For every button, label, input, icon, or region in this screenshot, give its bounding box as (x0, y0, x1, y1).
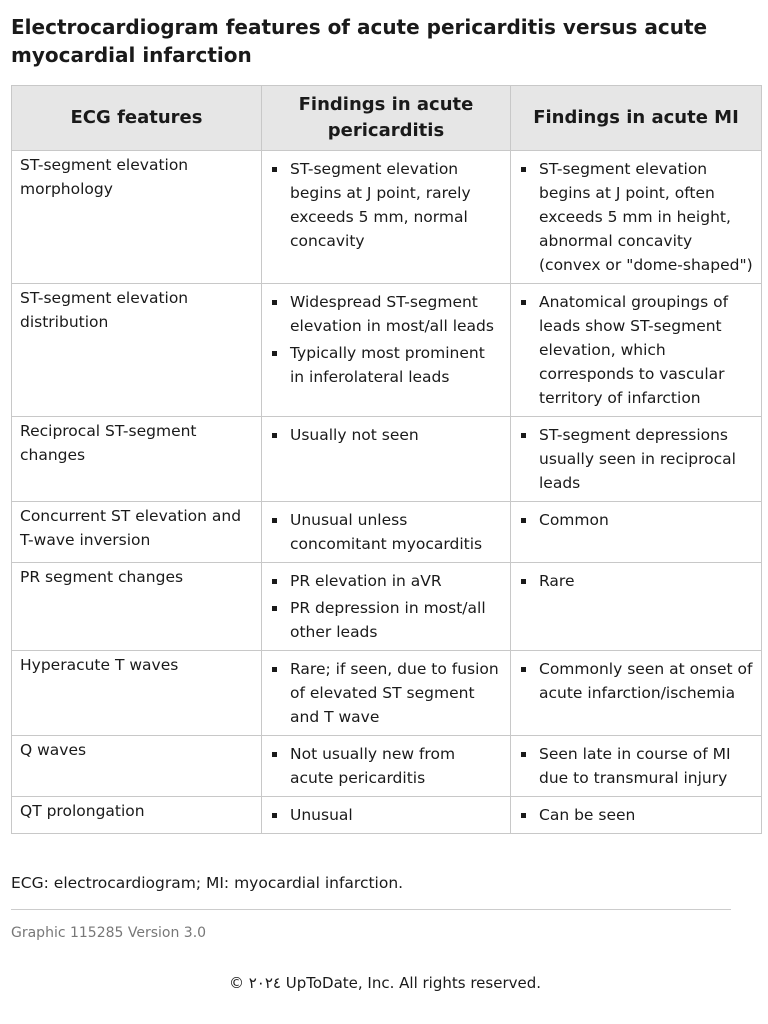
finding-list (519, 803, 753, 827)
copyright-notice: © ٢٠٢٤ UpToDate, Inc. All rights reserved. (228, 974, 542, 992)
divider (11, 909, 731, 910)
finding-list (519, 157, 753, 277)
finding-list (519, 423, 753, 495)
pericarditis-finding-cell (262, 151, 511, 284)
finding-list-item: Rare; if seen, due to fusion of elevated ST segment and T wave (270, 657, 502, 729)
header-ecg-features: ECG features (12, 86, 262, 151)
header-mi-findings: Findings in acute MI (511, 86, 762, 151)
table-row (12, 502, 762, 563)
mi-finding-cell (511, 284, 762, 417)
finding-list-item: Widespread ST-segment elevation in most/all leads (270, 290, 502, 338)
page-title: Electrocardiogram features of acute pericarditis versus acute myocardial infarction (11, 15, 708, 67)
pericarditis-finding-cell (262, 736, 511, 797)
pericarditis-finding-cell (262, 284, 511, 417)
abbreviation-footnote: ECG: electrocardiogram; MI: myocardial infarction. (11, 874, 404, 892)
finding-list-item: Typically most prominent in inferolateral leads (270, 341, 502, 389)
mi-finding-cell (511, 563, 762, 651)
finding-list-item: Can be seen (519, 803, 753, 827)
pericarditis-finding-cell (262, 651, 511, 736)
mi-finding-cell (511, 736, 762, 797)
table-row (12, 797, 762, 834)
mi-finding-cell (511, 651, 762, 736)
table-body (12, 151, 762, 834)
finding-list (519, 508, 753, 532)
finding-list-item: Seen late in course of MI due to transmural injury (519, 742, 753, 790)
finding-list (270, 657, 502, 729)
ecg-comparison-table (11, 85, 762, 834)
finding-list (270, 508, 502, 556)
table-row (12, 563, 762, 651)
table-header-row (12, 86, 762, 151)
ecg-feature-cell: Q waves (12, 736, 262, 797)
finding-list-item: ST-segment depressions usually seen in reciprocal leads (519, 423, 753, 495)
finding-list-item: Rare (519, 569, 753, 593)
finding-list (270, 569, 502, 644)
mi-finding-cell (511, 151, 762, 284)
finding-list (270, 423, 502, 447)
ecg-feature-cell: ST-segment elevation morphology (12, 151, 262, 284)
mi-finding-cell (511, 417, 762, 502)
finding-list-item: Commonly seen at onset of acute infarction/ischemia (519, 657, 753, 705)
ecg-feature-cell: Concurrent ST elevation and T-wave inversion (12, 502, 262, 563)
ecg-feature-cell: QT prolongation (12, 797, 262, 834)
graphic-version-label: Graphic 115285 Version 3.0 (11, 925, 207, 941)
finding-list (270, 803, 502, 827)
table-row (12, 651, 762, 736)
header-pericarditis-findings: Findings in acute pericarditis (262, 86, 511, 151)
ecg-feature-cell: ST-segment elevation distribution (12, 284, 262, 417)
finding-list-item: Unusual (270, 803, 502, 827)
finding-list-item: Not usually new from acute pericarditis (270, 742, 502, 790)
finding-list (519, 569, 753, 593)
finding-list (519, 290, 753, 410)
table-row (12, 417, 762, 502)
finding-list (270, 157, 502, 253)
finding-list-item: Anatomical groupings of leads show ST-segment elevation, which corresponds to vascular territory of infarction (519, 290, 753, 410)
table-row (12, 151, 762, 284)
finding-list (270, 742, 502, 790)
finding-list (519, 742, 753, 790)
pericarditis-finding-cell (262, 563, 511, 651)
finding-list-item: PR depression in most/all other leads (270, 596, 502, 644)
mi-finding-cell (511, 797, 762, 834)
table-row (12, 284, 762, 417)
table-row (12, 736, 762, 797)
pericarditis-finding-cell (262, 502, 511, 563)
finding-list-item: Unusual unless concomitant myocarditis (270, 508, 502, 556)
finding-list-item: Common (519, 508, 753, 532)
finding-list-item: PR elevation in aVR (270, 569, 502, 593)
pericarditis-finding-cell (262, 417, 511, 502)
finding-list-item: ST-segment elevation begins at J point, often exceeds 5 mm in height, abnormal concavity (convex or "dome-shaped") (519, 157, 753, 277)
ecg-feature-cell: Hyperacute T waves (12, 651, 262, 736)
finding-list (519, 657, 753, 705)
finding-list-item: Usually not seen (270, 423, 502, 447)
finding-list (270, 290, 502, 389)
ecg-feature-cell: Reciprocal ST-segment changes (12, 417, 262, 502)
mi-finding-cell (511, 502, 762, 563)
ecg-feature-cell: PR segment changes (12, 563, 262, 651)
pericarditis-finding-cell (262, 797, 511, 834)
finding-list-item: ST-segment elevation begins at J point, rarely exceeds 5 mm, normal concavity (270, 157, 502, 253)
